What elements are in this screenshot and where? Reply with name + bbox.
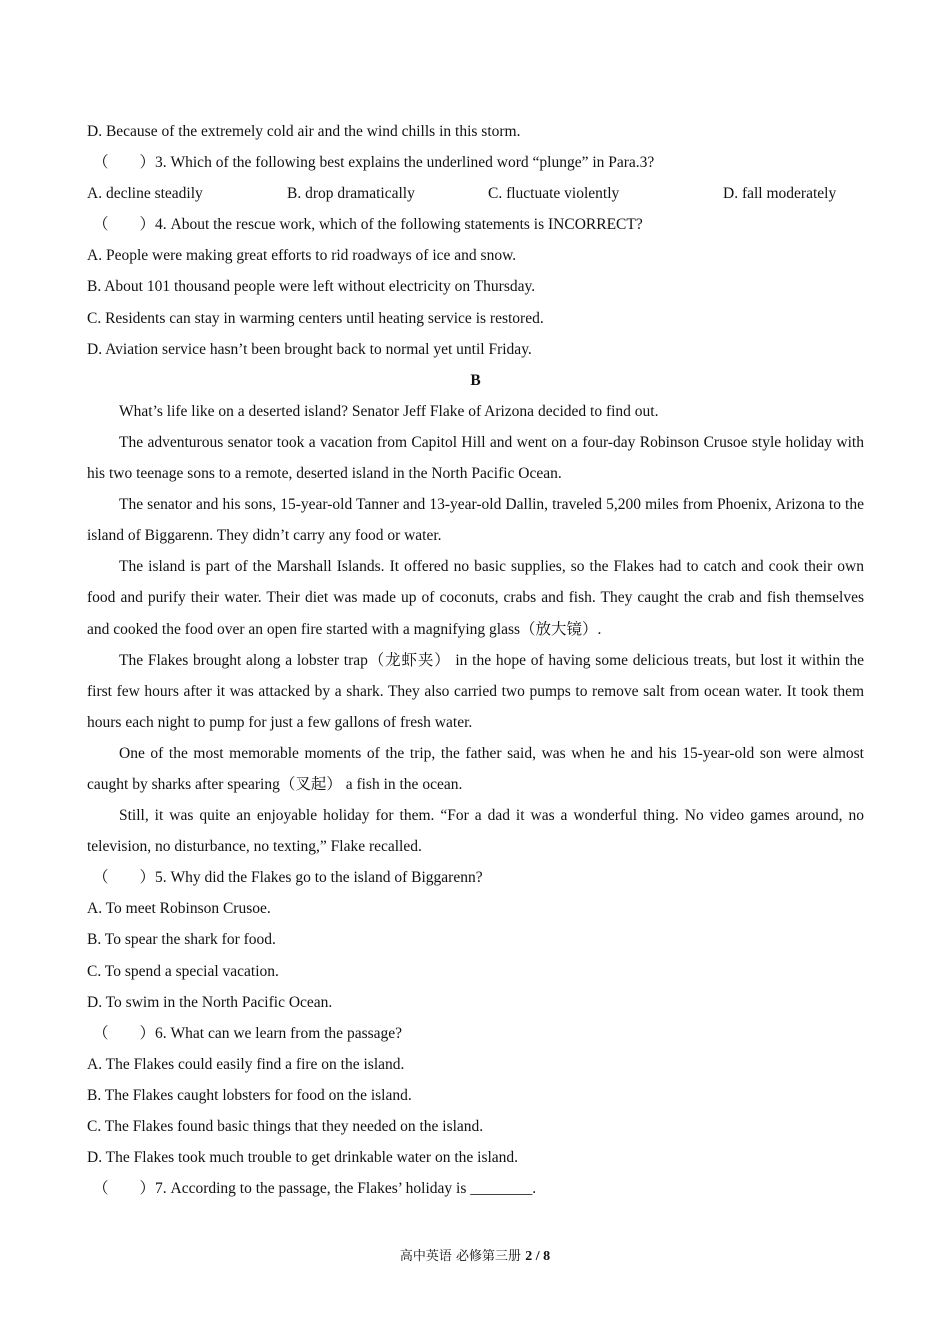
- question-3-option-b: B. drop dramatically: [287, 185, 415, 203]
- question-6-option-c: C. The Flakes found basic things that they needed on the island.: [87, 1118, 484, 1135]
- question-6-option-b: B. The Flakes caught lobsters for food on the island.: [87, 1086, 412, 1104]
- section-heading: B: [470, 371, 481, 389]
- page-number: 2 / 8: [525, 1249, 551, 1264]
- question-3-option-c: C. fluctuate violently: [488, 185, 620, 203]
- question-4-option-d: D. Aviation service hasn’t been brought back to normal yet until Friday.: [87, 340, 532, 358]
- footer-label: 高中英语 必修第三册: [399, 1249, 522, 1264]
- question-5-option-a: A. To meet Robinson Crusoe.: [87, 900, 271, 918]
- question-6-option-a: A. The Flakes could easily find a fire on the island.: [87, 1055, 405, 1073]
- question-2-option-d: D. Because of the extremely cold air and the wind chills in this storm.: [87, 123, 521, 140]
- question-5-option-b: B. To spear the shark for food.: [87, 931, 276, 949]
- question-5-stem: （ ）5. Why did the Flakes go to the island of Biggarenn?: [93, 869, 483, 887]
- page-footer: [0, 1245, 950, 1265]
- passage-paragraph: What’s life like on a deserted island? Senator Jeff Flake of Arizona decided to find out.: [119, 402, 659, 420]
- question-3-options: [87, 178, 864, 209]
- question-3-option-a: A. decline steadily: [87, 185, 203, 203]
- question-4-stem: （ ）4. About the rescue work, which of the following statements is INCORRECT?: [93, 216, 643, 234]
- passage-paragraph: The adventurous senator took a vacation from Capitol Hill and went on a four-day Robinson Crusoe style holiday with his two teenage sons to a remote, deserted island in the North Pacific Ocean.: [87, 433, 864, 483]
- question-4-option-b: B. About 101 thousand people were left without electricity on Thursday.: [87, 278, 536, 296]
- passage-paragraph: The island is part of the Marshall Islands. It offered no basic supplies, so the Flakes had to catch and cook their own food and purify their water. Their diet was made up of coconuts, crabs and fish. They caught the crab and fish themselves and cooked the food over an open fire started with a magnifying glass（放大镜）.: [87, 558, 864, 638]
- question-6-option-d: D. The Flakes took much trouble to get drinkable water on the island.: [87, 1149, 519, 1167]
- document-page: [87, 116, 864, 1204]
- question-4-option-c: C. Residents can stay in warming centers until heating service is restored.: [87, 309, 544, 327]
- question-4-option-a: A. People were making great efforts to rid roadways of ice and snow.: [87, 247, 517, 265]
- question-7-stem: （ ）7. According to the passage, the Flakes’ holiday is ________.: [93, 1180, 537, 1198]
- question-5-option-d: D. To swim in the North Pacific Ocean.: [87, 993, 333, 1011]
- passage-paragraph: The senator and his sons, 15-year-old Tanner and 13-year-old Dallin, traveled 5,200 miles from Phoenix, Arizona to the island of Biggarenn. They didn’t carry any food or water.: [87, 496, 864, 545]
- question-3-option-d: D. fall moderately: [723, 185, 837, 203]
- question-5-option-c: C. To spend a special vacation.: [87, 962, 279, 980]
- question-6-stem: （ ）6. What can we learn from the passage?: [93, 1024, 403, 1042]
- passage-paragraph: Still, it was quite an enjoyable holiday for them. “For a dad it was a wonderful thing. No video games around, no television, no disturbance, no texting,” Flake recalled.: [87, 807, 864, 856]
- passage-paragraph: One of the most memorable moments of the trip, the father said, was when he and his 15-year-old son were almost caught by sharks after spearing（叉起） a fish in the ocean.: [87, 744, 864, 793]
- question-3-stem: （ ）3. Which of the following best explains the underlined word “plunge” in Para.3?: [93, 154, 655, 172]
- passage-paragraph: The Flakes brought along a lobster trap（龙虾夹） in the hope of having some delicious treats, but lost it within the first few hours after it was attacked by a shark. They also carried two pumps to remove salt from ocean water. It took them hours each night to pump for just a few gallons of fresh water.: [87, 651, 864, 731]
